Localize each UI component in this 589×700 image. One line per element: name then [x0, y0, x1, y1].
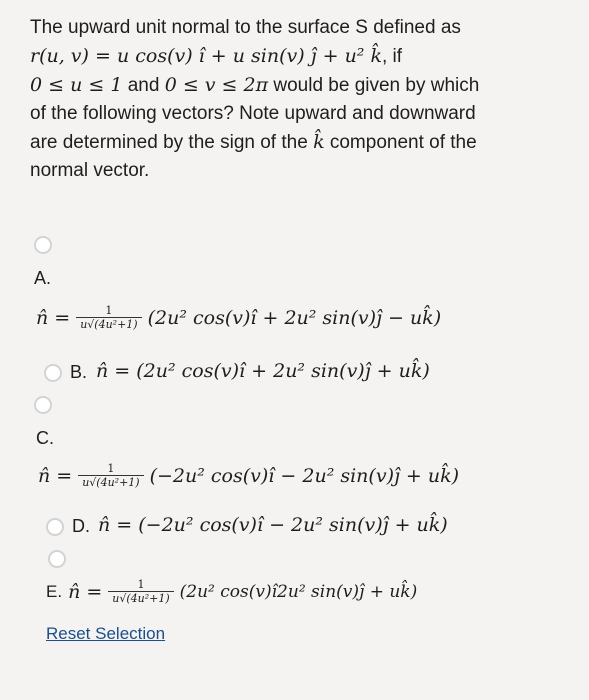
option-c-equation: [38, 462, 459, 489]
option-c-letter: C.: [36, 428, 54, 448]
option-a-lhs: n̂ =: [36, 306, 71, 329]
option-a-frac-den: u√(4u²+1): [76, 317, 141, 331]
option-c-radio[interactable]: [34, 396, 52, 414]
question-line-2-tail: , if: [381, 46, 403, 67]
and-text: and: [122, 75, 165, 96]
surface-equation: r(u, v) = u cos(v) î + u sin(v) ĵ + u² k̂: [30, 45, 382, 67]
question-line-5-a: are determined by the sign of the: [30, 132, 314, 153]
u-range: 0 ≤ u ≤ 1: [30, 74, 123, 96]
option-d-body: (−2u² cos(v)î − 2u² sin(v)ĵ + uk̂): [138, 514, 448, 536]
k-hat: k̂: [313, 131, 325, 153]
option-b-equation: [96, 360, 430, 382]
reset-selection-link[interactable]: Reset Selection: [46, 624, 166, 643]
question-line-5-b: component of the: [324, 132, 477, 153]
option-a-equation: [36, 304, 441, 331]
option-e-letter: E.: [46, 581, 63, 601]
question-text: [30, 14, 560, 185]
option-e-lhs: n̂ =: [68, 580, 103, 603]
option-e-body: (2u² cos(v)î2u² sin(v)ĵ + uk̂): [179, 581, 418, 602]
option-e-radio[interactable]: [48, 550, 66, 568]
option-e-frac-num: 1: [137, 578, 145, 591]
option-c-frac-num: 1: [107, 462, 115, 475]
option-e-fraction: [108, 578, 173, 605]
option-a-frac-num: 1: [105, 304, 113, 317]
option-d-lhs: n̂ =: [98, 514, 133, 536]
option-b-lhs: n̂ =: [96, 360, 131, 382]
option-c-lhs: n̂ =: [38, 464, 73, 487]
v-range: 0 ≤ v ≤ 2π: [164, 74, 269, 96]
option-b-body: (2u² cos(v)î + 2u² sin(v)ĵ + uk̂): [136, 360, 430, 382]
question-line-2: [30, 42, 560, 71]
option-a-letter: A.: [34, 268, 52, 288]
question-line-3-tail: would be given by which: [268, 75, 480, 96]
option-c-frac-den: u√(4u²+1): [78, 475, 143, 489]
option-b-letter: B.: [70, 362, 88, 382]
option-d-letter: D.: [72, 516, 90, 536]
option-a-fraction: [76, 304, 141, 331]
question-line-1: The upward unit normal to the surface S defined as: [30, 17, 461, 38]
option-b-radio[interactable]: [44, 364, 62, 382]
option-c-fraction: [78, 462, 143, 489]
question-line-4: of the following vectors? Note upward and downward: [30, 103, 476, 124]
question-line-5: [30, 128, 560, 157]
question-line-3: [30, 71, 560, 100]
option-d-radio[interactable]: [46, 518, 64, 536]
option-d-equation: [98, 514, 448, 536]
option-a-radio[interactable]: [34, 236, 52, 254]
option-e-frac-den: u√(4u²+1): [108, 591, 173, 605]
option-a-body: (2u² cos(v)î + 2u² sin(v)ĵ − uk̂): [147, 306, 442, 329]
question-line-6: normal vector.: [30, 160, 150, 181]
option-c-body: (−2u² cos(v)î − 2u² sin(v)ĵ + uk̂): [149, 464, 460, 487]
option-e-equation: [46, 578, 417, 605]
